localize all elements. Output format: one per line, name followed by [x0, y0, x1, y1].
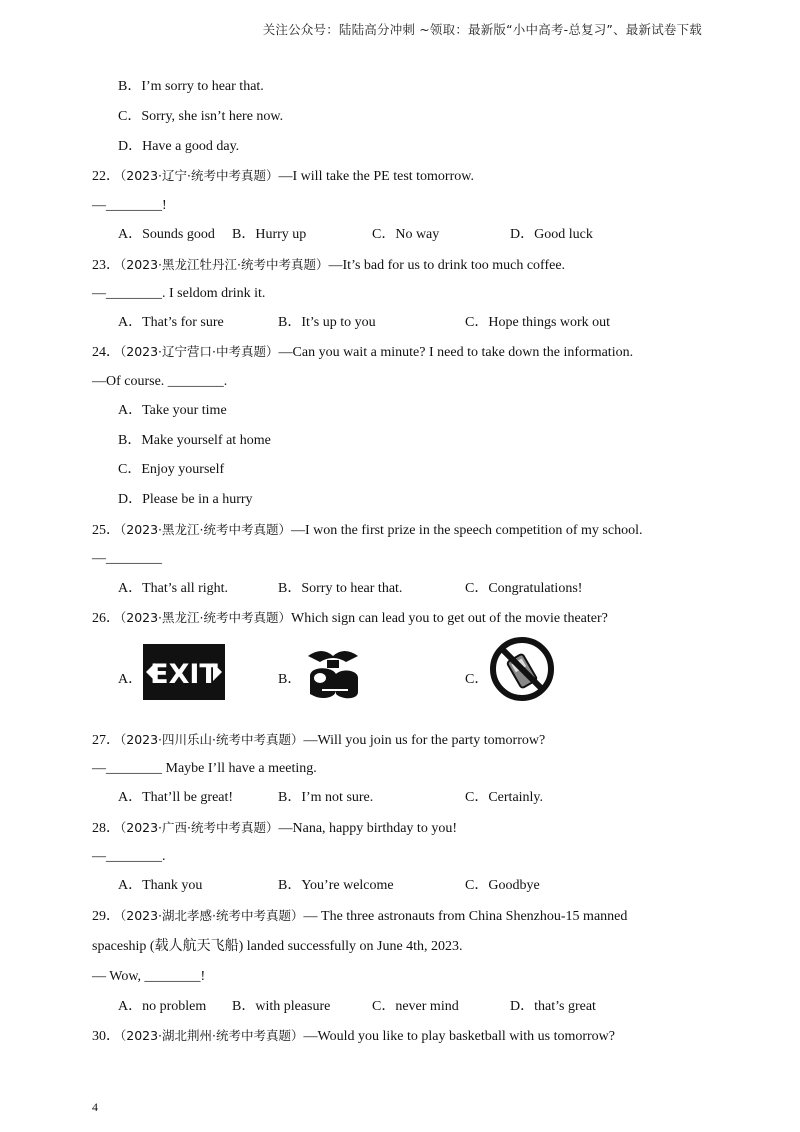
- q28-option-c: C．Goodbye: [465, 878, 540, 893]
- question-number: 27．: [92, 733, 120, 748]
- question-number: 29．: [92, 909, 120, 924]
- q21-option-b: B．I’m sorry to hear that.: [118, 79, 264, 94]
- q25-option-c: C．Congratulations!: [465, 581, 583, 596]
- question-text: —I won the first prize in the speech competition of my school.: [291, 523, 643, 538]
- question-24-stem: [92, 343, 633, 362]
- question-22-stem: [92, 167, 474, 186]
- question-25-answer-line: —________: [92, 551, 162, 566]
- q29-option-b: B．with pleasure: [232, 999, 331, 1014]
- q26-option-c: C．: [465, 672, 489, 687]
- question-number: 26．: [92, 611, 120, 626]
- question-24-answer-line: —Of course. ________.: [92, 374, 228, 389]
- question-number: 30．: [92, 1029, 120, 1044]
- page-number: 4: [92, 1100, 98, 1114]
- question-text: —It’s bad for us to drink too much coffee.: [328, 258, 566, 273]
- question-text: — The three astronauts from China Shenzhou-15 manned: [303, 909, 628, 924]
- q27-option-c: C．Certainly.: [465, 790, 544, 805]
- question-26-stem: [92, 609, 608, 628]
- question-source: （2023·辽宁营口·中考真题）: [120, 344, 279, 359]
- q24-option-d: D．Please be in a hurry: [118, 492, 253, 507]
- q22-option-a: A．Sounds good: [118, 227, 215, 242]
- q24-option-a: A．Take your time: [118, 403, 227, 418]
- question-23-answer-line: —________. I seldom drink it.: [92, 286, 266, 301]
- q28-option-b: B．You’re welcome: [278, 878, 394, 893]
- question-source: （2023·黑龙江·统考中考真题）: [120, 610, 292, 625]
- question-23-stem: [92, 256, 565, 275]
- question-source: （2023·辽宁·统考中考真题）: [120, 168, 279, 183]
- question-27-answer-line: —________ Maybe I’ll have a meeting.: [92, 761, 317, 776]
- q29-option-d: D．that’s great: [510, 999, 596, 1014]
- question-number: 25．: [92, 523, 120, 538]
- q29-option-c: C．never mind: [372, 999, 459, 1014]
- q28-option-a: A．Thank you: [118, 878, 203, 893]
- question-source: （2023·广西·统考中考真题）: [120, 820, 279, 835]
- q22-option-d: D．Good luck: [510, 227, 593, 242]
- q23-option-a: A．That’s for sure: [118, 315, 224, 330]
- question-text: —I will take the PE test tomorrow.: [278, 169, 474, 184]
- question-29-stem-continued: spaceship (载人航天飞船) landed successfully on June 4th, 2023.: [92, 939, 463, 954]
- q27-option-b: B．I’m not sure.: [278, 790, 374, 805]
- q26-option-b: B．: [278, 672, 302, 687]
- question-source: （2023·湖北孝感·统考中考真题）: [120, 908, 304, 923]
- question-number: 24．: [92, 345, 120, 360]
- question-text: —Would you like to play basketball with us tomorrow?: [303, 1029, 616, 1044]
- question-30-stem: [92, 1027, 615, 1046]
- question-source: （2023·湖北荆州·统考中考真题）: [120, 1028, 304, 1043]
- question-number: 23．: [92, 258, 120, 273]
- question-28-answer-line: —________.: [92, 849, 166, 864]
- q29-option-a: A．no problem: [118, 999, 207, 1014]
- no-phone-sign-icon: [489, 636, 555, 707]
- question-number: 22．: [92, 169, 120, 184]
- question-source: （2023·黑龙江·统考中考真题）: [120, 522, 292, 537]
- q27-option-a: A．That’ll be great!: [118, 790, 234, 805]
- exit-sign-text: EXIT: [150, 659, 218, 690]
- question-text: —Nana, happy birthday to you!: [278, 821, 457, 836]
- question-22-answer-line: —________!: [92, 198, 167, 213]
- q25-option-b: B．Sorry to hear that.: [278, 581, 403, 596]
- q22-option-b: B．Hurry up: [232, 227, 307, 242]
- question-28-stem: [92, 819, 457, 838]
- q21-option-d: D．Have a good day.: [118, 139, 240, 154]
- q23-option-c: C．Hope things work out: [465, 315, 611, 330]
- q25-option-a: A．That’s all right.: [118, 581, 229, 596]
- question-source: （2023·四川乐山·统考中考真题）: [120, 732, 304, 747]
- q24-option-b: B．Make yourself at home: [118, 433, 271, 448]
- question-source: （2023·黑龙江牡丹江·统考中考真题）: [120, 257, 329, 272]
- question-text: —Will you join us for the party tomorrow?: [303, 733, 546, 748]
- q21-option-c: C．Sorry, she isn’t here now.: [118, 109, 284, 124]
- question-text: —Can you wait a minute? I need to take down the information.: [278, 345, 634, 360]
- question-25-stem: [92, 521, 643, 540]
- question-number: 28．: [92, 821, 120, 836]
- q26-option-a: A．: [118, 672, 143, 687]
- question-27-stem: [92, 731, 545, 750]
- q23-option-b: B．It’s up to you: [278, 315, 376, 330]
- q24-option-c: C．Enjoy yourself: [118, 462, 225, 477]
- question-29-answer-line: — Wow, ________!: [92, 969, 206, 984]
- q22-option-c: C．No way: [372, 227, 440, 242]
- toilet-paper-sign-icon: [302, 646, 364, 707]
- exit-sign-icon: [143, 644, 225, 705]
- page-header: 关注公众号：陆陆高分冲刺 ~领取：最新版“小中高考-总复习”、最新试卷下载: [262, 22, 702, 37]
- question-29-stem: [92, 907, 627, 926]
- question-text: Which sign can lead you to get out of the movie theater?: [291, 611, 608, 626]
